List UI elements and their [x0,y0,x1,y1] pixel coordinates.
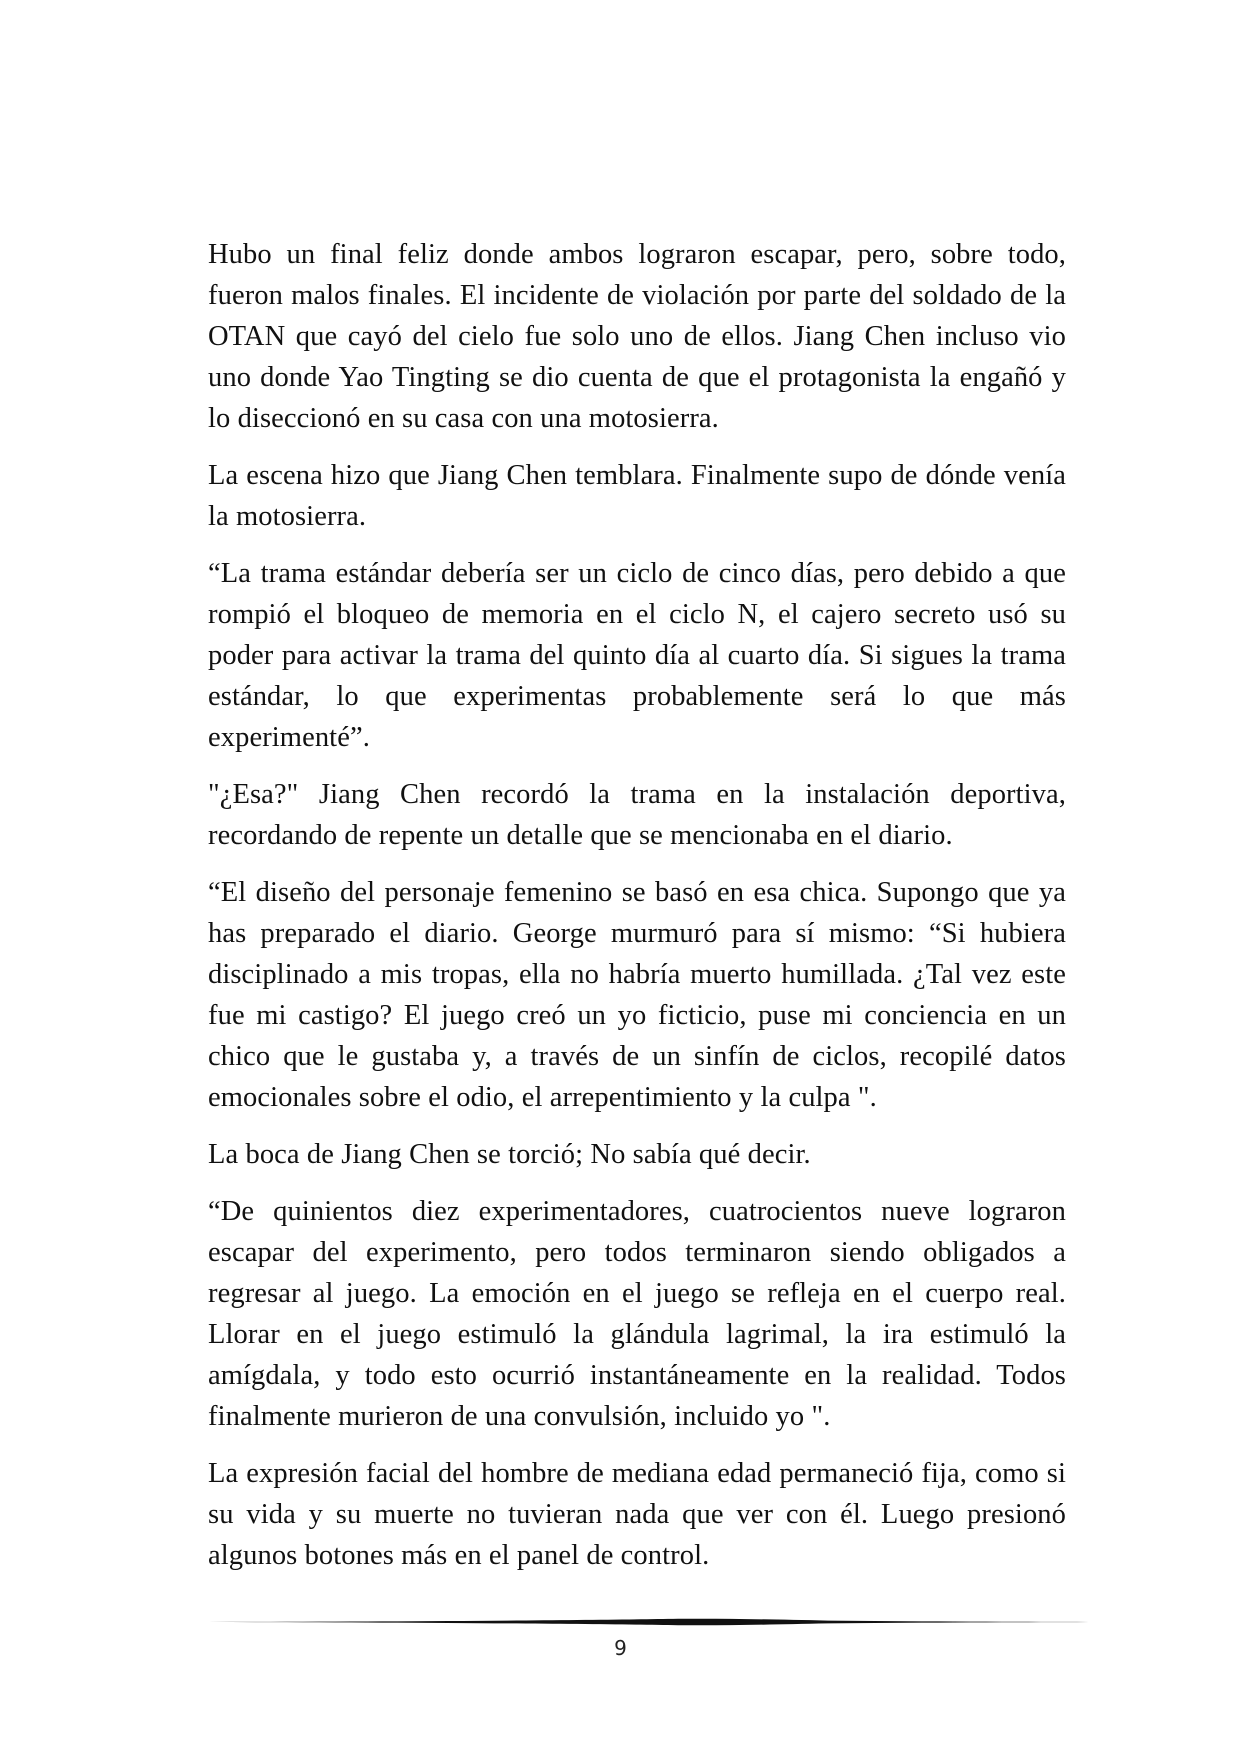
paragraph-5: “El diseño del personaje femenino se basó en esa chica. Supongo que ya has preparado el diario. George murmuró para sí mismo: “Si hubiera disciplinado a mis tropas, ella no habría muerto humillada. ¿Tal vez este fue mi castigo? El juego creó un yo ficticio, puse mi conciencia en un chico que le gustaba y, a través de un sinfín de ciclos, recopilé datos emocionales sobre el odio, el arrepentimiento y la culpa ". [208,877,1066,1113]
paragraph-6: La boca de Jiang Chen se torció; No sabía qué decir. [208,1139,811,1170]
paragraph-2: La escena hizo que Jiang Chen temblara. Finalmente supo de dónde venía la motosierra. [208,460,1066,532]
paragraph-7: “De quinientos diez experimentadores, cuatrocientos nueve lograron escapar del experimento, pero todos terminaron siendo obligados a regresar al juego. La emoción en el juego se refleja en el cuerpo real. Llorar en el juego estimuló la glándula lagrimal, la ira estimuló la amígdala, y todo esto ocurrió instantáneamente en la realidad. Todos finalmente murieron de una convulsión, incluido yo ". [208,1196,1066,1432]
body-text [208,234,1066,1592]
paragraph-3: “La trama estándar debería ser un ciclo de cinco días, pero debido a que rompió el bloqueo de memoria en el ciclo N, el cajero secreto usó su poder para activar la trama del quinto día al cuarto día. Si sigues la trama estándar, lo que experimentas probablemente será lo que más experimenté”. [208,558,1066,753]
paragraph-1: Hubo un final feliz donde ambos lograron escapar, pero, sobre todo, fueron malos finales. El incidente de violación por parte del soldado de la OTAN que cayó del cielo fue solo uno de ellos. Jiang Chen incluso vio uno donde Yao Tingting se dio cuenta de que el protagonista la engañó y lo diseccionó en su casa con una motosierra. [208,239,1066,434]
page-number: 9 [614,1636,627,1660]
footer-divider [208,1616,1112,1628]
footer-divider-stroke [208,1619,1112,1626]
paragraph-8: La expresión facial del hombre de mediana edad permaneció fija, como si su vida y su muerte no tuvieran nada que ver con él. Luego presionó algunos botones más en el panel de control. [208,1458,1066,1571]
paragraph-4: "¿Esa?" Jiang Chen recordó la trama en la instalación deportiva, recordando de repente un detalle que se mencionaba en el diario. [208,779,1066,851]
